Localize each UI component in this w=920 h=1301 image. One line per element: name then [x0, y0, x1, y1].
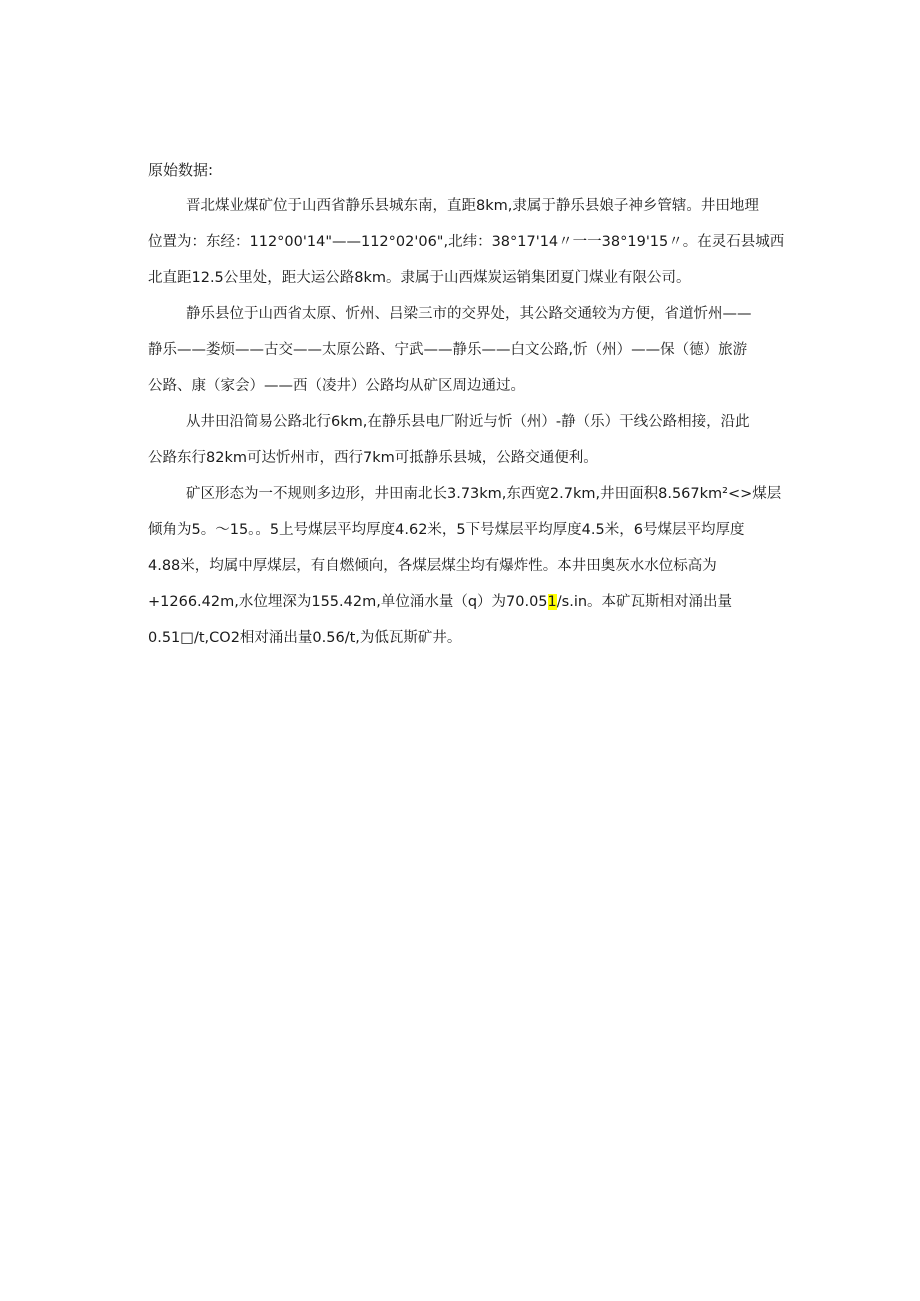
text-line: 静乐县位于山西省太原、忻州、吕梁三市的交界处，其公路交通较为方便，省道忻州—— [186, 306, 752, 322]
text-line: 静乐——娄烦——古交——太原公路、宁武——静乐——白文公路,忻（州）——保（德）旅游 [148, 342, 748, 358]
text-line: 倾角为5。～15。。5上号煤层平均厚度4.62米，5下号煤层平均厚度4.5米，6号煤层平均厚度 [148, 522, 745, 538]
text-line: 0.51□∕t,CO2相对涌出量0.56∕t,为低瓦斯矿井。 [148, 630, 462, 646]
document-body [148, 152, 790, 656]
highlighted-text: 1 [547, 594, 557, 610]
text-line: 公路、康（家会）——西（凌井）公路均从矿区周边通过。 [148, 378, 525, 394]
text-line: 从井田沿简易公路北行6km,在静乐县电厂附近与忻（州）-静（乐）干线公路相接，沿此 [186, 414, 750, 430]
text-line: 晋北煤业煤矿位于山西省静乐县城东南，直距8km,隶属于静乐县娘子神乡管辖。井田地理 [186, 198, 759, 214]
text-segment: +1266.42m,水位埋深为155.42m,单位涌水量（q）为70.05 [148, 594, 548, 610]
text-line: 4.88米，均属中厚煤层，有自燃倾向，各煤层煤尘均有爆炸性。本井田奥灰水水位标高为 [148, 558, 717, 574]
text-line: 北直距12.5公里处，距大运公路8km。隶属于山西煤炭运销集团夏门煤业有限公司。 [148, 270, 691, 286]
text-segment: ∕s.in。本矿瓦斯相对涌出量 [556, 594, 733, 610]
paragraph-traffic [148, 296, 790, 404]
text-line: 公路东行82km可达忻州市，西行7km可抵静乐县城，公路交通便利。 [148, 450, 598, 466]
text-line: 位置为：东经：112°00'14"——112°02'06",北纬：38°17'14〃一一38°19'15〃。在灵石县城西 [148, 234, 785, 250]
text-line: 矿区形态为一不规则多边形，井田南北长3.73km,东西宽2.7km,井田面积8.567km²<>煤层 [186, 486, 782, 502]
section-heading: 原始数据: [148, 161, 214, 179]
paragraph-location [148, 188, 790, 296]
paragraph-geology [148, 476, 790, 656]
text-line-with-highlight [148, 584, 790, 620]
paragraph-roads [148, 404, 790, 476]
